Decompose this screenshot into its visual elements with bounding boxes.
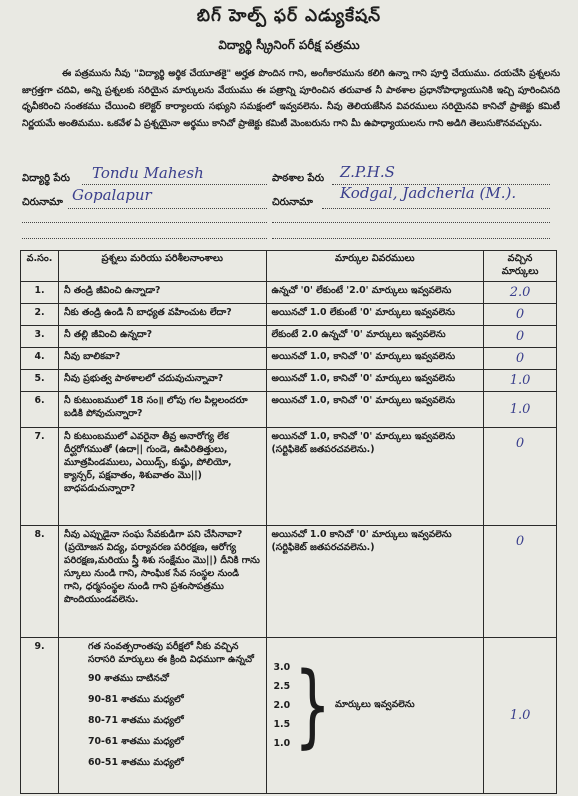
village-line: [68, 208, 267, 209]
band-mark: 2.0: [273, 699, 291, 711]
table-header-row: [21, 251, 557, 282]
village-label: చిరునామా: [22, 197, 63, 208]
col-header-questions: ప్రశ్నలు మరియు పరిశీలనాంశాలు: [58, 251, 266, 282]
row-number: 4.: [21, 348, 59, 370]
marks-rule: లేకుంటే 2.0 ఉన్నచో '0' మార్కులు ఇవ్వవలెను: [266, 326, 484, 348]
band-list: [88, 673, 261, 778]
question-text: నీ కుటుంబములో 18 సం॥ లోపు గల పిల్లలందరూ బడికి పోవుచున్నారా?: [58, 392, 266, 428]
student-name-line: [82, 184, 267, 185]
score-value[interactable]: 0: [484, 326, 557, 348]
question-text: నీవు బాలికవా?: [58, 348, 266, 370]
brace-icon: }: [294, 652, 332, 758]
row-number: 6.: [21, 392, 59, 428]
address-field[interactable]: Kodgal, Jadcherla (M.).: [340, 184, 517, 202]
row-number: 9.: [21, 638, 59, 794]
marks-rule: అయినచో 1.0, కానిచో '0' మార్కులు ఇవ్వవలెను: [266, 392, 484, 428]
question-text: నీ తండ్రి జీవించి ఉన్నాడా?: [58, 282, 266, 304]
blank-line: [272, 238, 550, 239]
table-row: [21, 392, 557, 428]
band-marks-group: [272, 641, 479, 769]
question-text: నీవు ప్రభుత్వ పాఠశాలలో చదువుచున్నావా?: [58, 370, 266, 392]
instructions-paragraph: ఈ పత్రమును నీవు "విద్యార్థి అర్థిక చేయూతకై" అర్హత పొందిన గాని, అంగీకారమును కలిగి ఉన్నా గాని పూర్తి చేయుము. దయచేసి ప్రశ్నలను జాగ్రత్తగా చదివి, అన్ని ప్రశ్నలకు సరియైన మార్కులను వేయుము ఈ పత్రాన్ని పూరించిన తరువాత నీ పాఠశాల ప్రధానోపాధ్యాయునికి ఇచ్చి పూరించినది ధృవీకరించి సంతకము చేయించి కలెక్టర్ కార్యాలయ సభ్యుని సమక్షంలో ఇవ్వవలెను. నీవు తెలియజేసిన వివరములు సరియైనవి కానిచో ప్రాజెక్టు కమిటీ నిర్ణయమే అంతిమము. ఒకవేళ ఏ ప్రశ్నయైనా అర్థము కానిచో ప్రాజెక్టు కమిటీ మెంబరును గాని మీ ఉపాధ్యాయులను గాని అడిగి తెలుసుకొనవచ్చును.: [22, 68, 560, 129]
row-number: 3.: [21, 326, 59, 348]
col-header-marks-details: మార్కుల వివరములు: [266, 251, 484, 282]
score-value[interactable]: 1.0: [484, 638, 557, 794]
question-text: నీకు తండ్రి ఉండి నీ బాధ్యత వహించుట లేదా?: [58, 304, 266, 326]
row-number: 1.: [21, 282, 59, 304]
band-mark: 1.5: [273, 718, 291, 730]
col-header-sno: వ.సం.: [21, 251, 59, 282]
band-mark: 1.0: [273, 737, 291, 749]
question-text: గత సంవత్సరాంతపు పరీక్షలో నీకు వచ్చిన సరాసరి మార్కులు ఈ క్రింది విధముగా ఉన్నచో: [87, 641, 254, 665]
marks-rule: అయినచో 1.0 కానిచో '0' మార్కులు ఇవ్వవలెను (సర్టిఫికెట్ జతపరచవలెను.): [266, 526, 484, 638]
band-label: 60-51 శాతము మధ్యలో: [87, 757, 184, 768]
table-row: [21, 304, 557, 326]
band-label: 70-61 శాతము మధ్యలో: [87, 736, 184, 747]
question-text: నీవు ఎప్పుడైనా సంఘ సేవకుడిగా పని చేసినావా? (ప్రయోజన విద్య, పర్యావరణ పరిరక్షణ, ఆరోగ్య పరిరక్షణ,మరియు స్త్రీ శిశు సంక్షేమం మొ||) దీనికి గాను స్కూలు నుండి గాని, సాంఘిక సేవ సంస్థల నుండి గాని, ధర్మసంస్థల నుండి గాని ప్రశంసాపత్రము పొందియుండవలెను.: [58, 526, 266, 638]
row-number: 7.: [21, 428, 59, 526]
band-mark: 3.0: [273, 661, 291, 673]
marks-rule: ఉన్నచో '0' లేకుంటే '2.0' మార్కులు ఇవ్వవలెను: [266, 282, 484, 304]
score-value[interactable]: 2.0: [484, 282, 557, 304]
village-field[interactable]: Gopalapur: [72, 186, 152, 204]
form-title: బిగ్ హెల్ప్ ఫర్ ఎడ్యుకేషన్: [196, 6, 382, 26]
band-mark: 2.5: [273, 680, 291, 692]
marks-rule: అయినచో 1.0, కానిచో '0' మార్కులు ఇవ్వవలెను: [266, 370, 484, 392]
score-value[interactable]: 0: [484, 526, 557, 638]
address-line: [322, 208, 550, 209]
marks-rule: అయినచో 1.0, కానిచో '0' మార్కులు ఇవ్వవలెను (సర్టిఫికెట్ జతపరచవలెను.): [266, 428, 484, 526]
band-marks-list: [274, 662, 291, 749]
table-row: [21, 282, 557, 304]
blank-line: [22, 238, 267, 239]
question-text: నీ తల్లి జీవించి ఉన్నదా?: [58, 326, 266, 348]
band-label: 90-81 శాతము మధ్యలో: [87, 694, 184, 705]
table-row: [21, 348, 557, 370]
marks-rule: మార్కులు ఇవ్వవలెను: [335, 698, 415, 710]
student-name-label: విద్యార్థి పేరు: [22, 173, 71, 184]
score-value[interactable]: 0: [484, 428, 557, 526]
band-label: 90 శాతము దాటినచో: [87, 673, 169, 684]
table-row: [21, 326, 557, 348]
row-number: 2.: [21, 304, 59, 326]
row-number: 8.: [21, 526, 59, 638]
blank-line: [272, 222, 550, 223]
marks-rule-cell: [266, 638, 484, 794]
question-text: నీ కుటుంబములో ఎవరైనా తీవ్ర అనారోగ్య లేక దీర్ఘరోగముతో (ఉదా|| గుండె, ఊపిరితిత్తులు, మూత్రపిండములు, ఎయిడ్స్, కుష్ఠు, పోలియో, క్యాన్సర్, పక్షవాతం, శిశువాతం మొ||) బాధపడుచున్నారా?: [58, 428, 266, 526]
table-row: [21, 526, 557, 638]
table-row: [21, 428, 557, 526]
score-value[interactable]: 1.0: [484, 370, 557, 392]
form-subtitle: విద్యార్థి స్క్రీనింగ్ పరీక్ష పత్రము: [218, 38, 360, 52]
score-value[interactable]: 0: [484, 348, 557, 370]
score-value[interactable]: 1.0: [484, 392, 557, 428]
table-row: [21, 638, 557, 794]
row-number: 5.: [21, 370, 59, 392]
questions-table: [20, 250, 557, 794]
marks-rule: అయినచో 1.0, కానిచో '0' మార్కులు ఇవ్వవలెను: [266, 348, 484, 370]
col-header-marks-obtained: వచ్చిన మార్కులు: [484, 251, 557, 282]
band-label: 80-71 శాతము మధ్యలో: [87, 715, 184, 726]
school-name-field[interactable]: Z.P.H.S: [340, 163, 395, 181]
score-value[interactable]: 0: [484, 304, 557, 326]
question-cell: [58, 638, 266, 794]
address-label: చిరునామా: [272, 197, 313, 208]
marks-rule: అయినచో 1.0 లేకుంటే '0' మార్కులు ఇవ్వవలెను: [266, 304, 484, 326]
blank-line: [22, 222, 267, 223]
table-row: [21, 370, 557, 392]
school-name-label: పాఠశాల పేరు: [272, 173, 325, 184]
student-name-field[interactable]: Tondu Mahesh: [92, 164, 204, 182]
